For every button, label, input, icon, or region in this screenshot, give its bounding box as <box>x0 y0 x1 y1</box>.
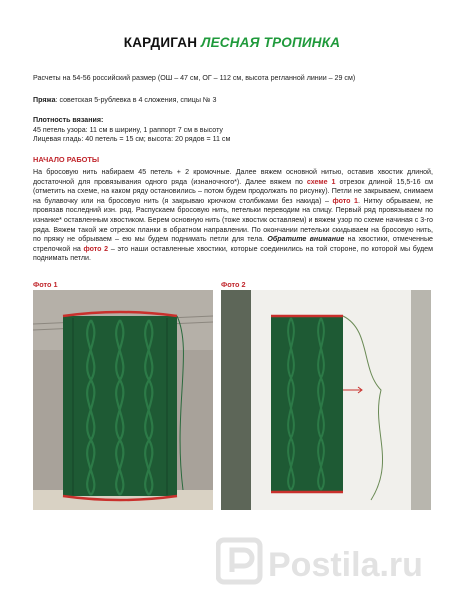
photo2-label: Фото 2 <box>221 280 246 289</box>
attention-text: Обратите внимание <box>267 235 345 244</box>
yarn-line <box>33 96 433 106</box>
photo1-link[interactable]: фото 1 <box>332 196 358 205</box>
postila-watermark <box>216 536 464 586</box>
density-line2: Лицевая гладь: 40 петель = 15 см; высота: 20 рядов = 11 см <box>33 135 231 144</box>
photo2-image <box>221 290 431 510</box>
postila-logo-icon <box>218 540 260 582</box>
density-heading: Плотность вязания: <box>33 116 104 124</box>
start-heading: НАЧАЛО РАБОТЫ <box>33 155 100 164</box>
density-block <box>33 116 433 145</box>
yarn-text: : советская 5-рублевка в 4 сложения, спицы № 3 <box>55 96 217 104</box>
photo2-link[interactable]: фото 2 <box>83 244 109 253</box>
calc-line: Расчеты на 54-56 российский размер (ОШ – 47 см, ОГ – 112 см, высота регланной линии – 29 см) <box>33 74 356 82</box>
yarn-label: Пряжа <box>33 96 56 104</box>
scheme-link[interactable]: схеме 1 <box>306 177 336 186</box>
title-part1: КАРДИГАН <box>123 35 198 50</box>
photo1-image <box>33 290 213 510</box>
watermark-text: Postila.ru <box>268 546 423 584</box>
photo1-label: Фото 1 <box>33 280 58 289</box>
density-line1: 45 петель узора: 11 см в ширину, 1 раппорт 7 см в высоту <box>33 125 223 134</box>
title-part2: ЛЕСНАЯ ТРОПИНКА <box>201 35 341 50</box>
para-part4: на хвостики, отмеченные стрелочкой на <box>33 235 433 253</box>
document-title <box>0 35 464 50</box>
para-part1: На бросовую нить набираем 45 петель + 2 кромочные. Далее вяжем основной нитью, оставив хвостик длиной, достаточной для провязывания одного ряда (изнаночного*). Далее вяжем по <box>33 168 433 186</box>
para-part3: . Нитку обрываем, не провязав последний изн. ряд. Распускаем бросовую нить, петельки переводим на спицу. Первый ряд провязываем по изнанке* оставленным хвостиком. Берем основную нить (тоже хвостик оставляем) и вяжем узор по схеме начиная с 3-го ряда. Вяжем такой же отрезок планки в обратном направлении. По окончании петельки скидываем на бросовую нить, по пряжу не обрываем – ею мы будем поднимать петли для тела. <box>33 196 433 244</box>
instructions-paragraph <box>33 168 433 264</box>
para-part2: отрезок длиной 15,5-16 см (отметить на схеме, на каком ряду остановились – потом будем продолжать по рисунку). Петли не закрываем, снимаем на булавочку или на бросовую нить (я закрываю крючком столбиками без накида) – <box>33 177 433 205</box>
para-part5: – это наши оставленные хвостики, которые соединились на той стороне, по которой мы будем поднимать петли. <box>33 244 433 263</box>
